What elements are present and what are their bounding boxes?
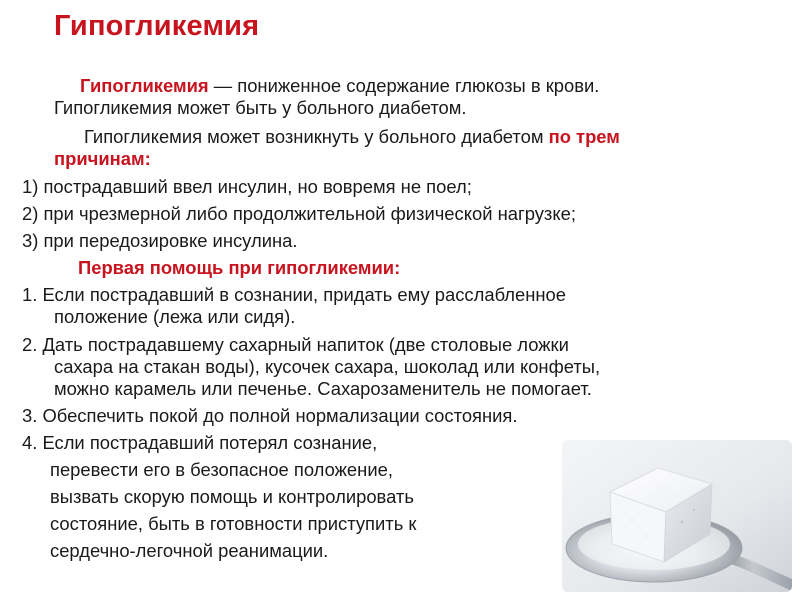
step-line: перевести его в безопасное положение, [50, 459, 393, 480]
step-line: можно карамель или печенье. Сахарозаменитель не помогает. [54, 378, 592, 399]
step-line: положение (лежа или сидя). [54, 306, 296, 327]
definition-text: — пониженное содержание глюкозы в крови. [208, 75, 600, 96]
step-line: 3. Обеспечить покой до полной нормализации состояния. [22, 405, 518, 426]
step-line: 1. Если пострадавший в сознании, придать ему расслабленное [22, 284, 567, 305]
causes-highlight-2: причинам: [54, 148, 151, 169]
step-line: сердечно-легочной реанимации. [50, 540, 329, 561]
step-line: сахара на стакан воды), кусочек сахара, шоколад или конфеты, [54, 356, 601, 377]
step-line: состояние, быть в готовности приступить к [50, 513, 417, 534]
cause-item: 3) при передозировке инсулина. [22, 230, 298, 251]
step-line: 2. Дать пострадавшему сахарный напиток (две столовые ложки [22, 334, 569, 355]
sugar-cube-on-spoon-illustration [562, 440, 792, 592]
causes-intro-text: Гипогликемия может возникнуть у больного диабетом [84, 126, 549, 147]
cause-item: 1) пострадавший ввел инсулин, но вовремя не поел; [22, 176, 472, 197]
step-line: вызвать скорую помощь и контролировать [50, 486, 414, 507]
causes-highlight: по трем [548, 126, 620, 147]
first-aid-heading: Первая помощь при гипогликемии: [78, 257, 401, 278]
page-title: Гипогликемия [54, 10, 260, 42]
definition-line [80, 75, 599, 97]
step-line: 4. Если пострадавший потерял сознание, [22, 432, 378, 453]
cause-item: 2) при чрезмерной либо продолжительной физической нагрузке; [22, 203, 576, 224]
causes-intro [84, 126, 620, 148]
definition-line-2: Гипогликемия может быть у больного диабетом. [54, 97, 467, 118]
definition-term: Гипогликемия [80, 75, 209, 96]
sugar-cube-image [562, 440, 792, 592]
